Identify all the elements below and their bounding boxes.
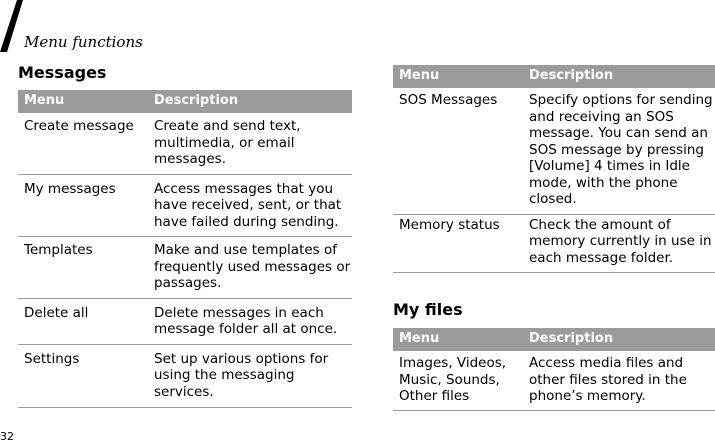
table-row <box>18 237 352 299</box>
my-files-table <box>393 328 715 411</box>
description-cell: Access media files and other files stored in the phone’s memory. <box>529 355 687 404</box>
description-cell: Create and send text, multimedia, or email messages. <box>154 118 301 167</box>
menu-cell: SOS Messages <box>399 92 498 108</box>
description-cell: Check the amount of memory currently in use in each message folder. <box>529 216 712 266</box>
description-cell: Delete messages in each message folder all at once. <box>154 304 338 337</box>
running-header-title: Menu functions <box>24 33 143 51</box>
table-row <box>18 345 352 409</box>
messages-table <box>18 90 352 408</box>
section-heading-my-files: My files <box>393 300 463 319</box>
column-header-menu: Menu <box>399 331 440 347</box>
description-cell: Access messages that you have received, sent, or that have failed during sending. <box>154 180 342 230</box>
column-header-description: Description <box>529 68 614 84</box>
column-header-description: Description <box>154 93 239 109</box>
table-row <box>18 299 352 345</box>
table-row <box>18 175 352 238</box>
description-cell: Make and use templates of frequently used messages or passages. <box>154 242 351 291</box>
description-cell: Specify options for sending and receiving an SOS message. You can send an SOS message by pressing [Volume] 4 times in Idle mode, with the phone closed. <box>529 92 713 207</box>
menu-cell: Delete all <box>24 304 89 321</box>
menu-cell: Create message <box>24 118 134 134</box>
column-header-menu: Menu <box>24 93 65 109</box>
header-accent-bar <box>0 0 24 52</box>
table-header <box>18 90 352 113</box>
menu-cell: Templates <box>24 242 93 258</box>
table-header <box>393 328 715 351</box>
menu-cell: Settings <box>24 350 80 367</box>
table-row <box>393 88 715 215</box>
table-row <box>18 113 352 175</box>
table-row <box>393 215 715 274</box>
column-header-description: Description <box>529 331 614 347</box>
menu-cell: Memory status <box>399 216 500 233</box>
page-number: 32 <box>0 430 14 441</box>
menu-cell: Images, Videos, Music, Sounds, Other files <box>399 355 507 404</box>
table-row <box>393 351 715 411</box>
menu-cell: My messages <box>24 180 116 197</box>
description-cell: Set up various options for using the messaging services. <box>154 350 329 400</box>
column-header-menu: Menu <box>399 68 440 84</box>
table-header <box>393 65 715 88</box>
messages-table-continued <box>393 65 715 273</box>
section-heading-messages: Messages <box>18 63 107 82</box>
